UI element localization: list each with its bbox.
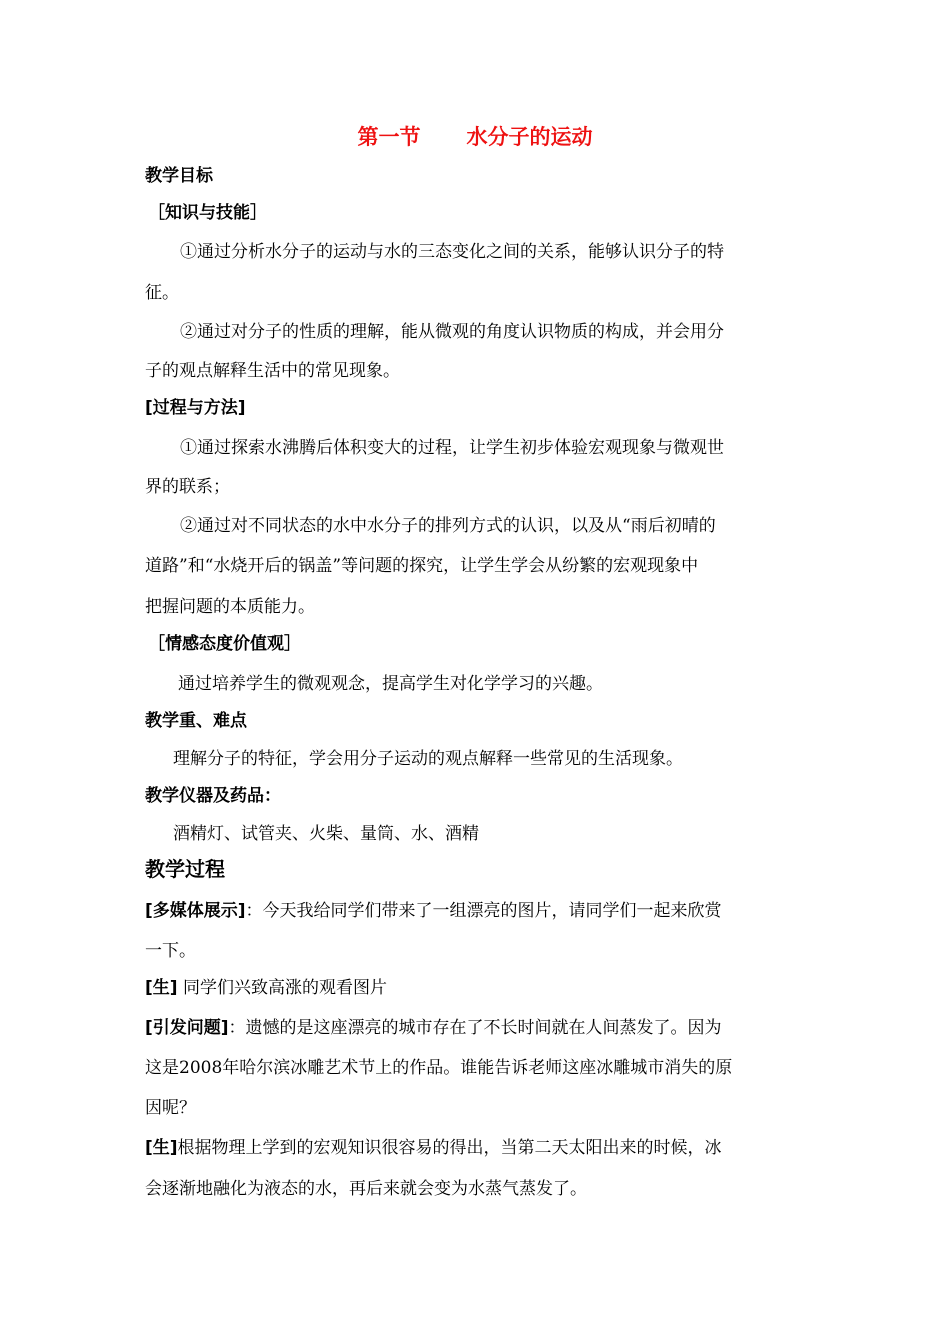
- knowledge-item-2-line-2: 子的观点解释生活中的常见现象。: [145, 361, 400, 381]
- question-paragraph-line-1: [145, 1017, 722, 1039]
- question-paragraph-line-2: 这是2008年哈尔滨冰雕艺术节上的作品。谁能告诉老师这座冰雕城市消失的原: [145, 1058, 733, 1078]
- process-item-2-line-2: 道路”和“水烧开后的锅盖”等问题的探究，让学生学会从纷繁的宏观现象中: [145, 556, 699, 576]
- student-response-1: [145, 977, 387, 999]
- process-item-2-line-1: ②通过对不同状态的水中水分子的排列方式的认识，以及从“雨后初晴的: [180, 516, 716, 536]
- equipment-heading: 教学仪器及药品：: [145, 786, 281, 806]
- media-display-text: ：今天我给同学们带来了一组漂亮的图片，请同学们一起来欣赏: [245, 901, 722, 921]
- student-response-2-text: 根据物理上学到的宏观知识很容易的得出，当第二天太阳出来的时候，冰: [177, 1138, 722, 1158]
- title-topic: 水分子的运动: [466, 125, 593, 149]
- emotion-values-heading: ［情感态度价值观］: [148, 634, 301, 654]
- knowledge-skills-heading: ［知识与技能］: [148, 203, 267, 223]
- lesson-title: [0, 121, 950, 151]
- teaching-process-heading: 教学过程: [145, 857, 225, 881]
- question-text-1: ：遗憾的是这座漂亮的城市存在了不长时间就在人间蒸发了。因为: [228, 1018, 722, 1038]
- media-display-paragraph-line-2: 一下。: [145, 941, 196, 961]
- student-response-2-line-2: 会逐渐地融化为液态的水，再后来就会变为水蒸气蒸发了。: [145, 1179, 587, 1199]
- process-methods-heading: [过程与方法]: [145, 398, 246, 418]
- process-item-2-line-3: 把握问题的本质能力。: [145, 597, 315, 617]
- knowledge-item-2-line-1: ②通过对分子的性质的理解，能从微观的角度认识物质的构成，并会用分: [180, 322, 724, 342]
- student-response-1-text: 同学们兴致高涨的观看图片: [182, 978, 387, 998]
- student-response-2-line-1: [145, 1137, 722, 1159]
- media-display-paragraph-line-1: [145, 900, 722, 922]
- media-display-label: [多媒体展示]: [145, 901, 246, 921]
- knowledge-item-1-line-2: 征。: [145, 283, 179, 303]
- process-item-1-line-2: 界的联系；: [145, 477, 230, 497]
- equipment-text: 酒精灯、试管夹、火柴、量筒、水、酒精: [173, 824, 479, 844]
- knowledge-item-1-line-1: ①通过分析水分子的运动与水的三态变化之间的关系，能够认识分子的特: [180, 242, 724, 262]
- goals-heading: 教学目标: [145, 166, 213, 186]
- question-label: [引发问题]: [145, 1018, 229, 1038]
- key-points-text: 理解分子的特征，学会用分子运动的观点解释一些常见的生活现象。: [173, 749, 683, 769]
- student-label-1: [生]: [145, 978, 178, 998]
- title-section-number: 第一节: [357, 125, 421, 149]
- student-label-2: [生]: [145, 1138, 178, 1158]
- process-item-1-line-1: ①通过探索水沸腾后体积变大的过程，让学生初步体验宏观现象与微观世: [180, 438, 724, 458]
- question-paragraph-line-3: 因呢？: [145, 1098, 196, 1118]
- emotion-values-text: 通过培养学生的微观观念，提高学生对化学学习的兴趣。: [178, 674, 603, 694]
- key-points-heading: 教学重、难点: [145, 711, 247, 731]
